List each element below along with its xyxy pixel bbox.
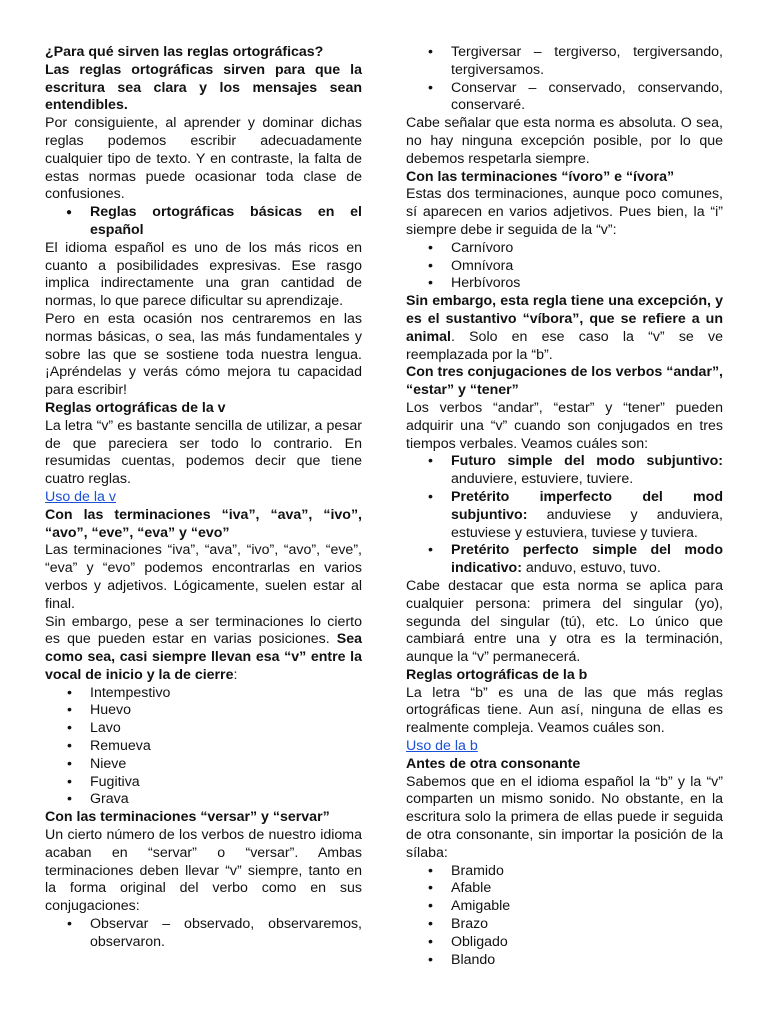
tense-value: anduviese y anduviera, estuviese y estuviera, tuviese y tuviera. (451, 506, 723, 541)
word-list-b (406, 863, 723, 970)
list-item: • Obligado (406, 934, 723, 952)
paragraph: Por consiguiente, al aprender y dominar dichas reglas podemos escribir adecuadamente cualquier tipo de texto. Y en contraste, la falta de estas normas puede ocasionar toda clase de confusiones. (45, 115, 362, 203)
heading-versar: Con las terminaciones “versar” y “servar” (45, 809, 330, 826)
text-span: : (233, 666, 238, 683)
paragraph: Las terminaciones “iva”, “ava”, “ivo”, “avo”, “eve”, “eva” y “evo” podemos encontrarlas en varios verbos y adjetivos. Lógicamente, suelen estar al final. (45, 542, 362, 612)
list-item (406, 453, 723, 489)
paragraph: Los verbos “andar”, “estar” y “tener” pueden adquirir una “v” cuando son conjugados en tres tiempos verbales. Veamos cuáles son: (406, 399, 723, 452)
paragraph: La letra “v” es bastante sencilla de utilizar, a pesar de que pareciera ser todo lo contrario. En resumidas cuentas, podemos decir que tiene cuatro reglas. (45, 417, 362, 488)
list-item: • Fugitiva (45, 774, 362, 792)
list-item: • Observar – observado, observaremos, observaron. (45, 916, 362, 952)
paragraph: La letra “b” es una de las que más reglas ortográficas tiene. Aun así, ninguna de ellas es realmente compleja. Veamos cuáles son. (406, 684, 723, 737)
tense-value: anduviere, estuviere, tuviere. (451, 471, 634, 488)
list-item: • Amigable (406, 898, 723, 916)
list-item: • Lavo (45, 720, 362, 738)
paragraph: Pero en esta ocasión nos centraremos en las normas básicas, o sea, las más fundamentales y sobre las que se sostiene toda nuestra lengua. ¡Apréndelas y verás cómo mejora tu capacidad para escribir! (45, 310, 362, 399)
list-item: • Tergiversar – tergiverso, tergiversando, tergiversamos. (406, 44, 723, 80)
paragraph: Cabe destacar que esta norma se aplica para cualquier persona: primera del singular (yo), segunda del singular (tú), etc. Lo único que cambiará entre una y otra es la terminación, aunque la “v” permanecerá. (406, 577, 723, 666)
list-item (406, 542, 723, 578)
list-item: • Afable (406, 880, 723, 898)
list-item: • Nieve (45, 756, 362, 774)
paragraph (406, 293, 723, 364)
paragraph: Estas dos terminaciones, aunque poco comunes, sí aparecen en varios adjetivos. Pues bien, la “i” siempre debe ir seguida de la “v”: (406, 186, 723, 238)
word-list-v (45, 685, 362, 810)
list-item: • Remueva (45, 738, 362, 756)
text-span: Sin embargo, pese a ser terminaciones lo cierto es que pueden estar en varias posiciones. (45, 613, 362, 648)
verb-list (45, 916, 362, 952)
word-list-ivoro (406, 240, 723, 293)
section-list (45, 204, 362, 240)
heading-v-rules: Reglas ortográficas de la v (45, 399, 226, 416)
list-item: • Bramido (406, 863, 723, 881)
list-item: • Carnívoro (406, 240, 723, 258)
tense-value: anduvo, estuvo, tuvo. (521, 560, 661, 577)
heading-consonante: Antes de otra consonante (406, 755, 581, 772)
list-item: • Grava (45, 791, 362, 809)
tense-label: Pretérito perfecto simple del modo indicativo: (451, 542, 723, 577)
tense-list (406, 453, 723, 578)
right-column (406, 44, 723, 969)
list-item: • Huevo (45, 702, 362, 720)
heading-andar: Con tres conjugaciones de los verbos “andar”, “estar” y “tener” (406, 364, 723, 399)
answer-bold: Las reglas ortográficas sirven para que la escritura sea clara y los mensajes sean entendibles. (45, 61, 362, 114)
list-item: • Conservar – conservado, conservando, conservaré. (406, 80, 723, 116)
paragraph: Cabe señalar que esta norma es absoluta. O sea, no hay ninguna excepción posible, por lo que debemos respetarla siempre. (406, 115, 723, 167)
text-span: . Solo en ese caso la “v” se ve reemplazada por la “b”. (406, 328, 723, 363)
question-heading: ¿Para qué sirven las reglas ortográficas? (45, 44, 324, 60)
list-item: • Brazo (406, 916, 723, 934)
paragraph (45, 614, 362, 685)
tense-label: Pretérito imperfecto del mod subjuntivo: (451, 488, 723, 523)
list-item: • Omnívora (406, 258, 723, 276)
heading-terminaciones: Con las terminaciones “iva”, “ava”, “ivo”, “avo”, “eve”, “eva” y “evo” (45, 506, 362, 541)
paragraph: Un cierto número de los verbos de nuestro idioma acaban en “servar” o “versar”. Ambas terminaciones deben llevar “v” siempre, tanto en la forma original del verbo como en sus conjugaciones: (45, 827, 362, 915)
verb-list-cont (406, 44, 723, 115)
bold-span: Sea como sea, casi siempre llevan esa “v” entre la vocal de inicio y la de cierre (45, 631, 362, 683)
list-item (406, 489, 723, 542)
bold-span: Sin embargo, esta regla tiene una excepción, y es el sustantivo “víbora”, que se refiere a un animal (406, 293, 723, 345)
link-uso-v[interactable]: Uso de la v (45, 488, 116, 505)
list-item: • Blando (406, 952, 723, 970)
left-column (45, 44, 362, 952)
list-item: • Intempestivo (45, 685, 362, 703)
paragraph: El idioma español es uno de los más ricos en cuanto a posibilidades expresivas. Ese rasgo implica indirectamente una gran cantidad de normas, lo que parece dificultar su aprendizaje. (45, 239, 362, 310)
paragraph: Sabemos que en el idioma español la “b” y la “v” comparten un mismo sonido. No obstante, en la escritura solo la primera de ellas puede ir seguida de otra consonante, sin importar la posición de la sílaba: (406, 773, 723, 861)
link-uso-b[interactable]: Uso de la b (406, 738, 478, 755)
heading-b-rules: Reglas ortográficas de la b (406, 666, 588, 683)
section-heading-basic: ● Reglas ortográficas básicas en el español (45, 204, 362, 240)
list-item: • Herbívoros (406, 275, 723, 293)
heading-ivoro: Con las terminaciones “ívoro” e “ívora” (406, 168, 675, 185)
tense-label: Futuro simple del modo subjuntivo: (451, 453, 723, 470)
